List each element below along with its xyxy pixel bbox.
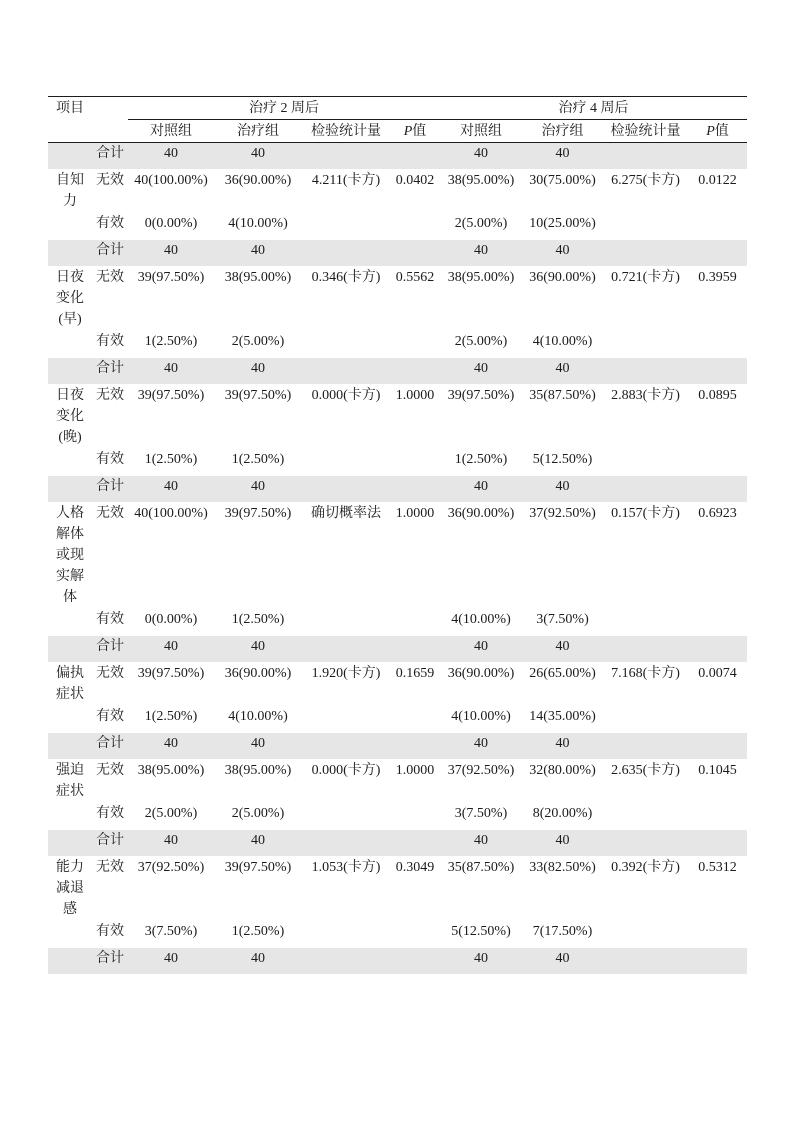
p-value-2w-cell xyxy=(390,920,440,948)
treatment-2w-cell: 36(90.00%) xyxy=(224,172,292,188)
treatment-2w-cell: 40 xyxy=(214,636,302,662)
statistic-4w-cell xyxy=(603,608,688,636)
column-header-statistic-4w: 检验统计量 xyxy=(603,120,688,143)
column-header-p-value-4w: P值 xyxy=(688,120,747,143)
item-label-blank xyxy=(48,705,92,733)
treatment-2w-cell: 4(10.00%) xyxy=(228,708,288,724)
outcome-label: 合计 xyxy=(92,733,128,759)
control-4w-cell: 4(10.00%) xyxy=(451,708,511,724)
total-row xyxy=(48,143,747,169)
statistic-2w-cell xyxy=(302,636,390,662)
treatment-2w-cell: 39(97.50%) xyxy=(224,859,292,875)
table-body xyxy=(48,143,747,974)
blank-header-cell xyxy=(92,120,128,143)
statistic-4w-cell: 0.721(卡方) xyxy=(611,269,680,285)
statistic-2w-cell xyxy=(302,608,390,636)
group-header-4-weeks: 治疗 4 周后 xyxy=(440,97,747,120)
treatment-2w-cell: 4(10.00%) xyxy=(228,215,288,231)
item-label xyxy=(48,662,92,705)
statistic-4w-cell xyxy=(603,802,688,830)
item-label-line: 或现 xyxy=(56,547,84,563)
item-label-line: 人格 xyxy=(56,505,84,521)
statistic-4w-cell xyxy=(603,705,688,733)
p-value-2w-cell xyxy=(390,830,440,856)
treatment-2w-cell: 40 xyxy=(214,476,302,502)
treatment-2w-cell: 1(2.50%) xyxy=(231,923,285,939)
control-2w-cell: 40(100.00%) xyxy=(134,172,208,188)
control-2w-cell: 39(97.50%) xyxy=(137,387,205,403)
p-value-2w-cell xyxy=(390,705,440,733)
control-2w-cell: 1(2.50%) xyxy=(144,708,198,724)
p-value-2w-cell: 0.1659 xyxy=(395,665,435,681)
p-value-4w-cell xyxy=(688,705,747,733)
control-4w-cell: 40 xyxy=(440,830,522,856)
treatment-4w-cell: 35(87.50%) xyxy=(529,387,596,403)
p-value-4w-cell: 0.0122 xyxy=(698,172,737,188)
outcome-label: 无效 xyxy=(96,387,124,403)
p-value-4w-cell xyxy=(688,948,747,974)
treatment-4w-cell: 36(90.00%) xyxy=(529,269,596,285)
statistic-4w-cell: 7.168(卡方) xyxy=(611,665,680,681)
table-row xyxy=(48,266,747,330)
statistic-4w-cell: 2.635(卡方) xyxy=(611,762,680,778)
column-header-p-value-2w: P值 xyxy=(390,120,440,143)
p-value-4w-cell xyxy=(688,448,747,476)
outcome-label: 有效 xyxy=(96,215,124,231)
table-row xyxy=(48,662,747,705)
item-label-line: 体 xyxy=(63,589,77,605)
item-label-line: 减退 xyxy=(56,880,84,896)
treatment-4w-cell: 10(25.00%) xyxy=(529,215,596,231)
total-row xyxy=(48,948,747,974)
treatment-2w-cell: 40 xyxy=(214,948,302,974)
control-4w-cell: 37(92.50%) xyxy=(447,762,515,778)
statistic-2w-cell: 确切概率法 xyxy=(311,505,381,521)
outcome-label: 无效 xyxy=(96,505,124,521)
treatment-4w-cell: 40 xyxy=(522,358,603,384)
total-row xyxy=(48,240,747,266)
statistic-2w-cell xyxy=(302,733,390,759)
statistic-4w-cell xyxy=(603,143,688,169)
treatment-4w-cell: 40 xyxy=(522,830,603,856)
table-row xyxy=(48,384,747,448)
p-value-2w-cell xyxy=(390,608,440,636)
outcome-label: 无效 xyxy=(96,762,124,778)
total-row xyxy=(48,733,747,759)
control-4w-cell: 5(12.50%) xyxy=(451,923,511,939)
group-header-2-weeks: 治疗 2 周后 xyxy=(128,97,440,120)
item-label xyxy=(48,266,92,330)
table-row xyxy=(48,759,747,802)
statistic-4w-cell: 0.392(卡方) xyxy=(611,859,680,875)
treatment-2w-cell: 40 xyxy=(214,358,302,384)
table-row xyxy=(48,920,747,948)
outcome-label: 有效 xyxy=(96,333,124,349)
p-value-4w-cell xyxy=(688,733,747,759)
treatment-2w-cell: 1(2.50%) xyxy=(231,451,285,467)
item-label-blank xyxy=(48,830,92,856)
outcome-label: 无效 xyxy=(96,172,124,188)
p-value-4w-cell: 0.1045 xyxy=(698,762,737,778)
table-row xyxy=(48,169,747,212)
p-value-4w-cell xyxy=(688,476,747,502)
outcome-label: 有效 xyxy=(96,451,124,467)
statistic-4w-cell xyxy=(603,448,688,476)
statistic-2w-cell: 0.000(卡方) xyxy=(311,762,381,778)
item-label-blank xyxy=(48,330,92,358)
item-label-line: 解体 xyxy=(56,526,84,542)
statistic-4w-cell xyxy=(603,636,688,662)
statistic-2w-cell xyxy=(302,948,390,974)
control-2w-cell: 1(2.50%) xyxy=(144,333,198,349)
control-2w-cell: 40 xyxy=(128,476,214,502)
item-label-line: 实解 xyxy=(56,568,84,584)
total-row xyxy=(48,636,747,662)
item-label-blank xyxy=(48,733,92,759)
column-header-row xyxy=(48,120,747,143)
control-2w-cell: 40(100.00%) xyxy=(134,505,208,521)
statistic-4w-cell xyxy=(603,240,688,266)
outcome-label: 无效 xyxy=(96,269,124,285)
p-value-4w-cell: 0.6923 xyxy=(698,505,737,521)
treatment-2w-cell: 36(90.00%) xyxy=(224,665,292,681)
control-4w-cell: 2(5.00%) xyxy=(454,333,508,349)
statistic-2w-cell xyxy=(302,212,390,240)
item-label-line: 症状 xyxy=(56,783,84,799)
table-row xyxy=(48,705,747,733)
control-2w-cell: 1(2.50%) xyxy=(144,451,198,467)
p-value-2w-cell xyxy=(390,802,440,830)
item-label xyxy=(48,384,92,448)
treatment-2w-cell: 40 xyxy=(214,733,302,759)
statistic-4w-cell xyxy=(603,476,688,502)
statistic-2w-cell xyxy=(302,802,390,830)
outcome-label: 合计 xyxy=(92,948,128,974)
outcome-label: 无效 xyxy=(96,665,124,681)
total-row xyxy=(48,358,747,384)
treatment-4w-cell: 40 xyxy=(522,948,603,974)
table-row xyxy=(48,330,747,358)
outcome-label: 合计 xyxy=(92,830,128,856)
p-value-4w-cell: 0.0895 xyxy=(698,387,737,403)
statistic-2w-cell: 1.053(卡方) xyxy=(311,859,381,875)
treatment-2w-cell: 39(97.50%) xyxy=(224,387,292,403)
p-value-2w-cell xyxy=(390,448,440,476)
control-4w-cell: 40 xyxy=(440,476,522,502)
treatment-4w-cell: 5(12.50%) xyxy=(532,451,593,467)
p-value-4w-cell xyxy=(688,212,747,240)
item-label-blank xyxy=(48,240,92,266)
p-value-4w-cell xyxy=(688,358,747,384)
blank-header-cell xyxy=(92,97,128,120)
control-4w-cell: 40 xyxy=(440,948,522,974)
item-label-blank xyxy=(48,802,92,830)
statistic-4w-cell xyxy=(603,948,688,974)
control-2w-cell: 2(5.00%) xyxy=(144,805,198,821)
control-2w-cell: 3(7.50%) xyxy=(144,923,198,939)
column-header-control-2w: 对照组 xyxy=(128,120,214,143)
item-label-blank xyxy=(48,608,92,636)
control-4w-cell: 40 xyxy=(440,358,522,384)
treatment-4w-cell: 40 xyxy=(522,240,603,266)
control-4w-cell: 1(2.50%) xyxy=(454,451,508,467)
statistic-2w-cell: 0.000(卡方) xyxy=(311,387,381,403)
item-label-blank xyxy=(48,476,92,502)
statistic-4w-cell xyxy=(603,330,688,358)
statistic-4w-cell xyxy=(603,358,688,384)
treatment-4w-cell: 14(35.00%) xyxy=(529,708,596,724)
control-2w-cell: 0(0.00%) xyxy=(144,611,198,627)
p-value-4w-cell xyxy=(688,830,747,856)
item-label xyxy=(48,856,92,920)
control-2w-cell: 40 xyxy=(128,143,214,169)
statistic-2w-cell: 1.920(卡方) xyxy=(311,665,381,681)
control-2w-cell: 40 xyxy=(128,830,214,856)
statistic-4w-cell xyxy=(603,920,688,948)
p-value-4w-cell: 0.5312 xyxy=(698,859,737,875)
table-row xyxy=(48,212,747,240)
control-2w-cell: 40 xyxy=(128,636,214,662)
item-label-line: 自知 xyxy=(56,172,84,188)
control-4w-cell: 40 xyxy=(440,143,522,169)
treatment-4w-cell: 32(80.00%) xyxy=(529,762,596,778)
p-value-2w-cell: 1.0000 xyxy=(395,505,435,521)
control-2w-cell: 40 xyxy=(128,948,214,974)
item-label-line: 日夜 xyxy=(56,269,84,285)
column-header-treatment-4w: 治疗组 xyxy=(522,120,603,143)
treatment-4w-cell: 40 xyxy=(522,636,603,662)
p-value-2w-cell xyxy=(390,733,440,759)
p-value-2w-cell: 0.5562 xyxy=(395,269,435,285)
treatment-4w-cell: 3(7.50%) xyxy=(536,611,589,627)
item-label-line: 症状 xyxy=(56,686,84,702)
statistic-2w-cell: 4.211(卡方) xyxy=(311,172,381,188)
control-4w-cell: 36(90.00%) xyxy=(447,665,515,681)
outcome-label: 合计 xyxy=(92,143,128,169)
p-value-4w-cell xyxy=(688,240,747,266)
outcome-label: 合计 xyxy=(92,636,128,662)
p-value-4w-cell xyxy=(688,920,747,948)
p-value-2w-cell xyxy=(390,240,440,266)
group-header-row xyxy=(48,97,747,120)
control-2w-cell: 38(95.00%) xyxy=(137,762,205,778)
treatment-4w-cell: 8(20.00%) xyxy=(532,805,593,821)
treatment-2w-cell: 38(95.00%) xyxy=(224,269,292,285)
control-4w-cell: 40 xyxy=(440,733,522,759)
p-value-4w-cell: 0.0074 xyxy=(698,665,737,681)
control-4w-cell: 4(10.00%) xyxy=(451,611,511,627)
treatment-2w-cell: 40 xyxy=(214,830,302,856)
p-value-4w-cell xyxy=(688,143,747,169)
statistic-2w-cell xyxy=(302,705,390,733)
item-label-line: 能力 xyxy=(56,859,84,875)
treatment-4w-cell: 40 xyxy=(522,143,603,169)
control-2w-cell: 0(0.00%) xyxy=(144,215,198,231)
p-value-2w-cell xyxy=(390,476,440,502)
p-value-2w-cell xyxy=(390,948,440,974)
treatment-2w-cell: 40 xyxy=(214,240,302,266)
treatment-2w-cell: 40 xyxy=(214,143,302,169)
total-row xyxy=(48,476,747,502)
p-value-2w-cell xyxy=(390,212,440,240)
p-value-2w-cell xyxy=(390,636,440,662)
control-4w-cell: 38(95.00%) xyxy=(447,269,515,285)
p-value-2w-cell xyxy=(390,358,440,384)
control-4w-cell: 3(7.50%) xyxy=(454,805,508,821)
treatment-4w-cell: 4(10.00%) xyxy=(532,333,593,349)
statistic-4w-cell xyxy=(603,733,688,759)
statistic-2w-cell xyxy=(302,448,390,476)
item-label-blank xyxy=(48,948,92,974)
item-label-line: 力 xyxy=(63,193,77,209)
statistic-2w-cell xyxy=(302,358,390,384)
p-value-2w-cell xyxy=(390,330,440,358)
treatment-4w-cell: 40 xyxy=(522,733,603,759)
treatment-2w-cell: 38(95.00%) xyxy=(224,762,292,778)
control-4w-cell: 40 xyxy=(440,240,522,266)
treatment-4w-cell: 30(75.00%) xyxy=(529,172,596,188)
statistic-2w-cell xyxy=(302,240,390,266)
p-value-4w-cell: 0.3959 xyxy=(698,269,737,285)
item-header: 项目 xyxy=(48,97,92,120)
outcome-label: 有效 xyxy=(96,923,124,939)
statistic-2w-cell xyxy=(302,920,390,948)
p-value-4w-cell xyxy=(688,636,747,662)
statistic-2w-cell: 0.346(卡方) xyxy=(311,269,381,285)
item-label xyxy=(48,502,92,608)
statistic-2w-cell xyxy=(302,476,390,502)
item-label-blank xyxy=(48,636,92,662)
statistic-4w-cell xyxy=(603,830,688,856)
treatment-2w-cell: 2(5.00%) xyxy=(231,333,285,349)
outcome-label: 合计 xyxy=(92,476,128,502)
control-4w-cell: 35(87.50%) xyxy=(447,859,515,875)
statistic-2w-cell xyxy=(302,143,390,169)
p-value-4w-cell xyxy=(688,330,747,358)
column-header-treatment-2w: 治疗组 xyxy=(214,120,302,143)
p-value-2w-cell: 1.0000 xyxy=(395,387,435,403)
statistic-2w-cell xyxy=(302,330,390,358)
column-header-control-4w: 对照组 xyxy=(440,120,522,143)
treatment-2w-cell: 1(2.50%) xyxy=(231,611,285,627)
control-4w-cell: 38(95.00%) xyxy=(447,172,515,188)
statistic-4w-cell: 2.883(卡方) xyxy=(611,387,680,403)
control-2w-cell: 40 xyxy=(128,733,214,759)
item-label-blank xyxy=(48,143,92,169)
outcome-label: 有效 xyxy=(96,805,124,821)
treatment-4w-cell: 26(65.00%) xyxy=(529,665,596,681)
control-2w-cell: 37(92.50%) xyxy=(137,859,205,875)
p-value-4w-cell xyxy=(688,802,747,830)
item-label-line: (晚) xyxy=(58,429,82,445)
item-label-blank xyxy=(48,212,92,240)
item-label-blank xyxy=(48,358,92,384)
blank-header-cell xyxy=(48,120,92,143)
column-header-statistic-2w: 检验统计量 xyxy=(302,120,390,143)
table-header xyxy=(48,97,747,143)
treatment-4w-cell: 33(82.50%) xyxy=(529,859,596,875)
outcome-label: 合计 xyxy=(92,358,128,384)
item-label xyxy=(48,759,92,802)
control-4w-cell: 39(97.50%) xyxy=(447,387,515,403)
p-value-2w-cell: 1.0000 xyxy=(395,762,435,778)
table-row xyxy=(48,502,747,608)
item-label-line: 强迫 xyxy=(56,762,84,778)
control-2w-cell: 39(97.50%) xyxy=(137,665,205,681)
treatment-4w-cell: 37(92.50%) xyxy=(529,505,596,521)
treatment-4w-cell: 7(17.50%) xyxy=(532,923,593,939)
statistic-4w-cell: 0.157(卡方) xyxy=(611,505,680,521)
outcome-label: 有效 xyxy=(96,611,124,627)
item-label-line: 日夜 xyxy=(56,387,84,403)
control-2w-cell: 39(97.50%) xyxy=(137,269,205,285)
results-table xyxy=(48,96,747,974)
item-label-line: (早) xyxy=(58,311,82,327)
table-row xyxy=(48,856,747,920)
p-value-4w-cell xyxy=(688,608,747,636)
control-4w-cell: 36(90.00%) xyxy=(447,505,515,521)
item-label-line: 变化 xyxy=(56,290,84,306)
table-row xyxy=(48,802,747,830)
statistic-4w-cell: 6.275(卡方) xyxy=(611,172,680,188)
table-row xyxy=(48,448,747,476)
item-label-blank xyxy=(48,448,92,476)
statistic-4w-cell xyxy=(603,212,688,240)
total-row xyxy=(48,830,747,856)
p-value-2w-cell: 0.0402 xyxy=(395,172,435,188)
p-value-2w-cell: 0.3049 xyxy=(395,859,435,875)
item-label-blank xyxy=(48,920,92,948)
p-value-2w-cell xyxy=(390,143,440,169)
table-row xyxy=(48,608,747,636)
control-2w-cell: 40 xyxy=(128,240,214,266)
outcome-label: 合计 xyxy=(92,240,128,266)
outcome-label: 有效 xyxy=(96,708,124,724)
statistic-2w-cell xyxy=(302,830,390,856)
control-4w-cell: 2(5.00%) xyxy=(454,215,508,231)
treatment-2w-cell: 2(5.00%) xyxy=(231,805,285,821)
treatment-4w-cell: 40 xyxy=(522,476,603,502)
item-label-line: 变化 xyxy=(56,408,84,424)
item-label-line: 感 xyxy=(63,901,77,917)
item-label-line: 偏执 xyxy=(56,665,84,681)
item-label xyxy=(48,169,92,212)
control-2w-cell: 40 xyxy=(128,358,214,384)
treatment-2w-cell: 39(97.50%) xyxy=(224,505,292,521)
control-4w-cell: 40 xyxy=(440,636,522,662)
outcome-label: 无效 xyxy=(96,859,124,875)
